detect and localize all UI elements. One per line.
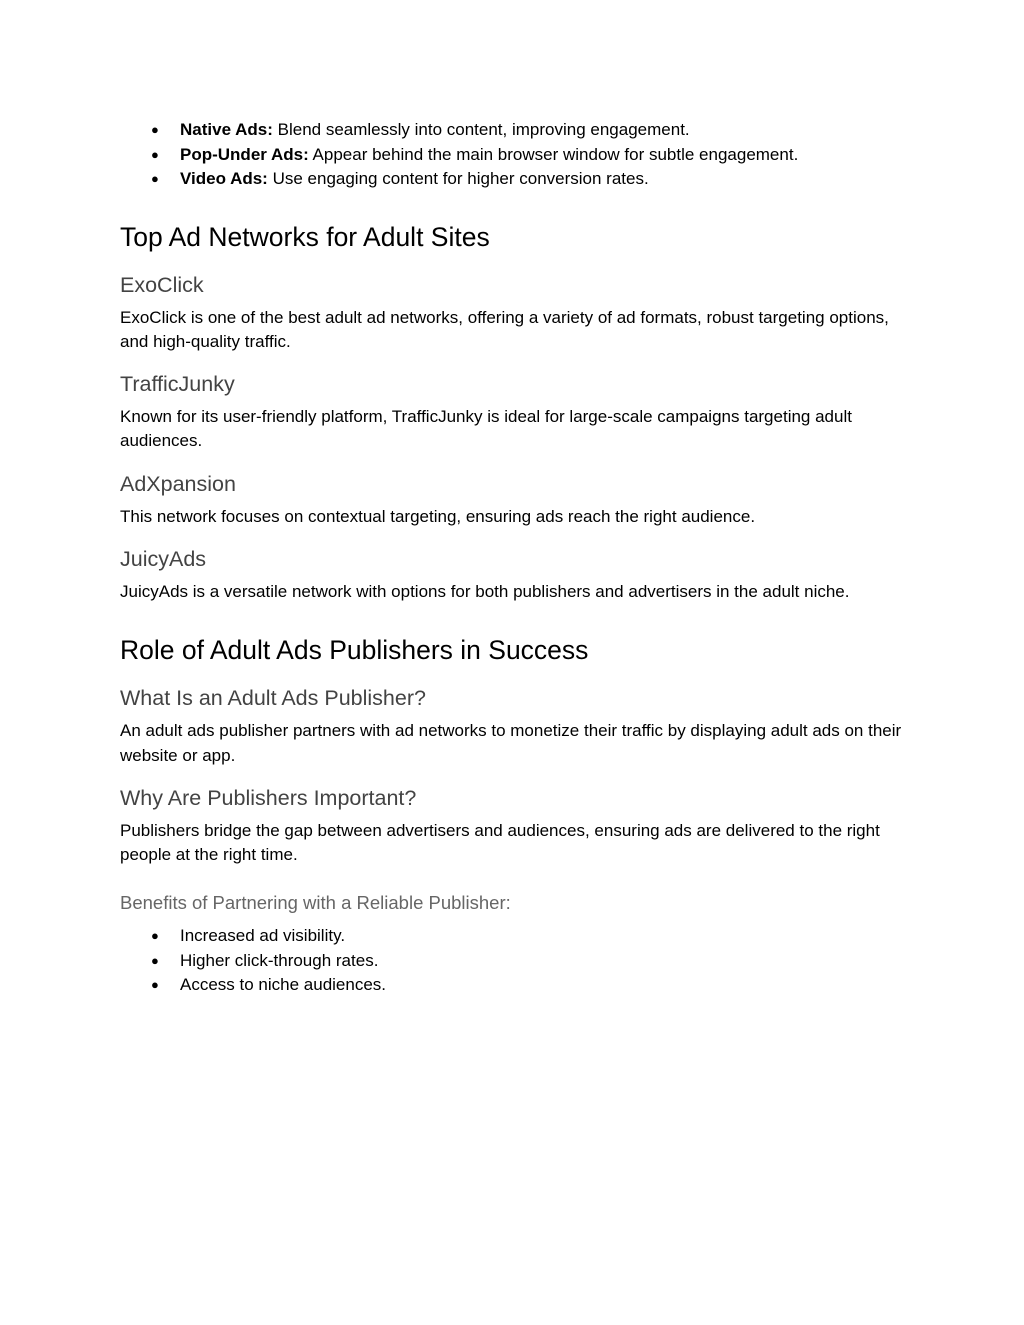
- network-body-adxpansion: This network focuses on contextual targeting, ensuring ads reach the right audience.: [120, 506, 756, 526]
- network-body-juicyads: JuicyAds is a versatile network with options for both publishers and advertisers in the adult niche.: [120, 581, 850, 601]
- list-item-text: Appear behind the main browser window for subtle engagement.: [308, 144, 799, 164]
- list-item: [120, 167, 910, 192]
- benefits-list: [120, 924, 910, 998]
- bullet-icon: ●: [151, 952, 159, 968]
- publisher-heading-why: Why Are Publishers Important?: [120, 785, 417, 810]
- list-item-term: Video Ads:: [180, 169, 268, 188]
- list-item-term: Native Ads:: [180, 120, 273, 139]
- benefits-heading: Benefits of Partnering with a Reliable Publisher:: [120, 892, 511, 914]
- list-item-text: Increased ad visibility.: [180, 926, 346, 946]
- network-heading-exoclick: ExoClick: [120, 272, 204, 297]
- network-body-trafficjunky: Known for its user-friendly platform, TrafficJunky is ideal for large-scale campaigns targeting adult audiences.: [120, 407, 852, 451]
- list-item: [120, 924, 910, 949]
- bullet-icon: ●: [151, 146, 159, 162]
- bullet-icon: ●: [151, 977, 159, 993]
- document-page: [120, 118, 910, 998]
- list-item: [120, 949, 910, 974]
- bullet-icon: ●: [151, 122, 159, 137]
- ad-formats-list: [120, 118, 910, 192]
- publisher-heading-what: What Is an Adult Ads Publisher?: [120, 686, 426, 711]
- bullet-icon: ●: [151, 928, 159, 944]
- list-item: [120, 118, 910, 143]
- list-item: [120, 143, 910, 168]
- networks-section-title: Top Ad Networks for Adult Sites: [120, 221, 490, 252]
- list-item: [120, 973, 910, 998]
- list-item-term: Pop-Under Ads:: [180, 144, 309, 164]
- publishers-section-title: Role of Adult Ads Publishers in Success: [120, 635, 589, 666]
- network-heading-adxpansion: AdXpansion: [120, 471, 236, 496]
- network-heading-juicyads: JuicyAds: [120, 546, 207, 571]
- list-item-text: Higher click-through rates.: [180, 950, 379, 970]
- bullet-icon: ●: [151, 171, 159, 186]
- list-item-text: Access to niche audiences.: [180, 975, 387, 995]
- network-heading-trafficjunky: TrafficJunky: [120, 372, 235, 397]
- publisher-body-what: An adult ads publisher partners with ad networks to monetize their traffic by displaying adult ads on their website or app.: [120, 721, 902, 765]
- list-item-text: Use engaging content for higher conversion rates.: [267, 169, 649, 188]
- publisher-body-why: Publishers bridge the gap between advertisers and audiences, ensuring ads are delivered to the right people at the right time.: [120, 820, 880, 865]
- network-body-exoclick: ExoClick is one of the best adult ad networks, offering a variety of ad formats, robust targeting options, and high-quality traffic.: [120, 307, 889, 351]
- list-item-text: Blend seamlessly into content, improving engagement.: [272, 120, 690, 139]
